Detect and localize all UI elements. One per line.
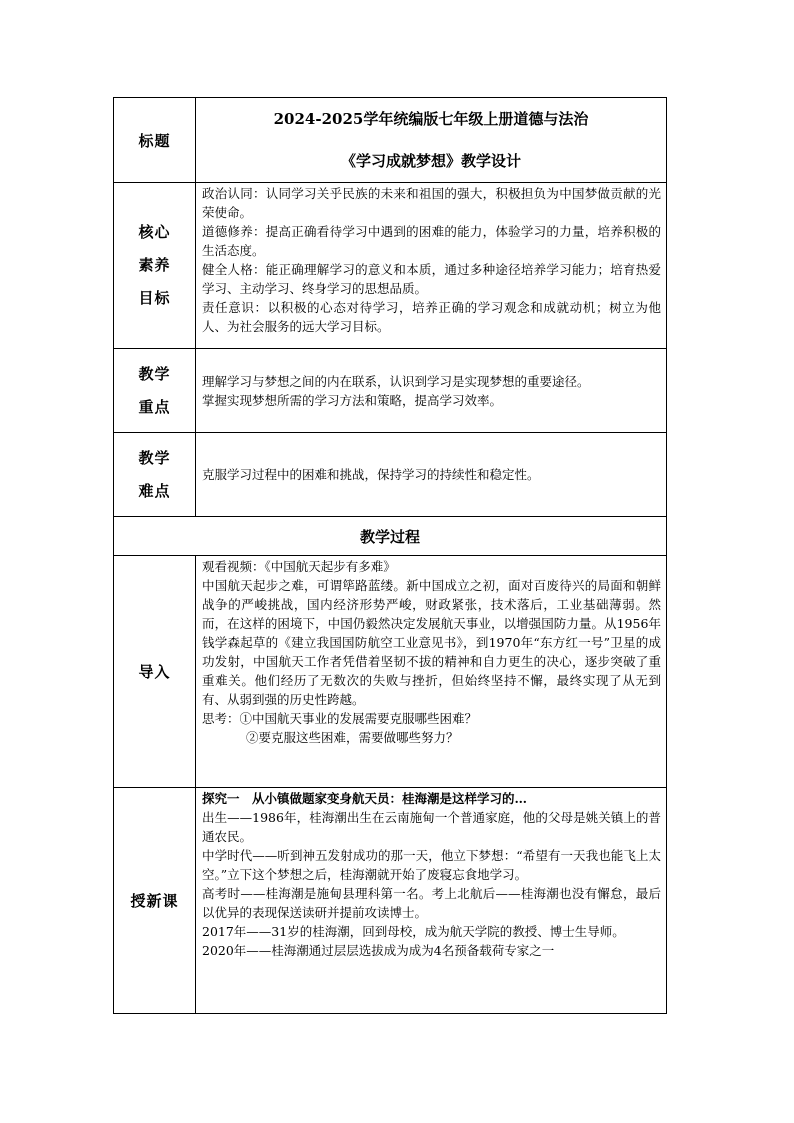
key-paragraph: 掌握实现梦想所需的学习方法和策略，提高学习效率。: [202, 392, 503, 408]
core-paragraph: 政治认同：认同学习关乎民族的未来和祖国的强大，积极担负为中国梦做贡献的光荣使命。: [202, 186, 661, 220]
new-lesson-paragraph: 2020年——桂海潮通过层层选拔成为成为4名预备载荷专家之一: [202, 943, 555, 958]
core-paragraph: 道德修养：提高正确看待学习中遇到的困难的能力，体验学习的力量，培养积极的生活态度。: [202, 224, 661, 258]
new-lesson-paragraph: 中学时代——听到神五发射成功的那一天，他立下梦想：“希望有一天我也能飞上太空。”立下这个梦想之后，桂海潮就开始了废寝忘食地学习。: [202, 848, 661, 882]
key-paragraph: 理解学习与梦想之间的内在联系，认识到学习是实现梦想的重要途径。: [202, 373, 590, 389]
key-points-row: [114, 349, 667, 433]
process-heading-row: [114, 517, 667, 556]
difficult-points-label: 教学 难点: [114, 433, 196, 517]
core-paragraph: 健全人格：能正确理解学习的意义和本质，通过多种途径培养学习能力；培育热爱学习、主动学习、终身学习的思想品质。: [202, 262, 661, 296]
title-line-1: 2024-2025学年统编版七年级上册道德与法治: [273, 110, 589, 128]
intro-body: 中国航天起步之难，可谓筚路蓝缕。新中国成立之初，面对百废待兴的局面和朝鲜战争的严峻挑战，国内经济形势严峻，财政紧张，技术落后，工业基础薄弱。然而，在这样的困境下，中国仍毅然决定发展航天事业，以增强国防力量。从1956年钱学森起草的《建立我国国防航空工业意见书》，到1970年“东方红一号”卫星的成功发射，中国航天工作者凭借着坚韧不拔的精神和自力更生的决心，逐步突破了重重难关。他们经历了无数次的失败与挫折，但始终坚持不懈，最终实现了从无到有、从弱到强的历史性跨越。: [202, 578, 661, 707]
title-line-2: 《学习成就梦想》教学设计: [340, 152, 521, 170]
core-literacy-row: [114, 183, 667, 349]
difficult-points-row: [114, 433, 667, 517]
explore-heading: 探究一 从小镇做题家变身航天员：桂海潮是这样学习的…: [202, 791, 528, 806]
intro-row: [114, 556, 667, 788]
intro-content: [196, 556, 667, 788]
difficult-paragraph: 克服学习过程中的困难和挑战，保持学习的持续性和稳定性。: [202, 467, 540, 482]
new-lesson-label: 授新课: [114, 788, 196, 1014]
key-points-content: [196, 349, 667, 433]
key-points-label: 教学 重点: [114, 349, 196, 433]
intro-label: 导入: [114, 556, 196, 788]
title-label: 标题: [114, 98, 196, 183]
lesson-plan-table: [113, 97, 667, 1014]
new-lesson-paragraph: 2017年——31岁的桂海潮，回到母校，成为航天学院的教授、博士生导师。: [202, 924, 625, 939]
difficult-points-content: [196, 433, 667, 517]
title-row: [114, 98, 667, 183]
intro-question-1: 思考：①中国航天事业的发展需要克服哪些困难？: [202, 711, 478, 726]
new-lesson-paragraph: 出生——1986年，桂海潮出生在云南施甸一个普通家庭，他的父母是姚关镇上的普通农民。: [202, 810, 661, 844]
intro-video-line: 观看视频：《中国航天起步有多难》: [202, 559, 396, 574]
new-lesson-row: [114, 788, 667, 1014]
intro-question-2: ②要克服这些困难，需要做哪些努力？: [246, 730, 459, 745]
core-literacy-content: [196, 183, 667, 349]
new-lesson-content: [196, 788, 667, 1014]
core-paragraph: 责任意识：以积极的心态对待学习，培养正确的学习观念和成就动机；树立为他人、为社会服务的远大学习目标。: [202, 300, 661, 334]
core-literacy-label: 核心 素养 目标: [114, 183, 196, 349]
new-lesson-paragraph: 高考时——桂海潮是施甸县理科第一名。考上北航后——桂海潮也没有懈怠，最后以优异的表现保送读研并提前攻读博士。: [202, 886, 661, 920]
process-heading: 教学过程: [114, 517, 667, 556]
document-title: [196, 98, 667, 183]
